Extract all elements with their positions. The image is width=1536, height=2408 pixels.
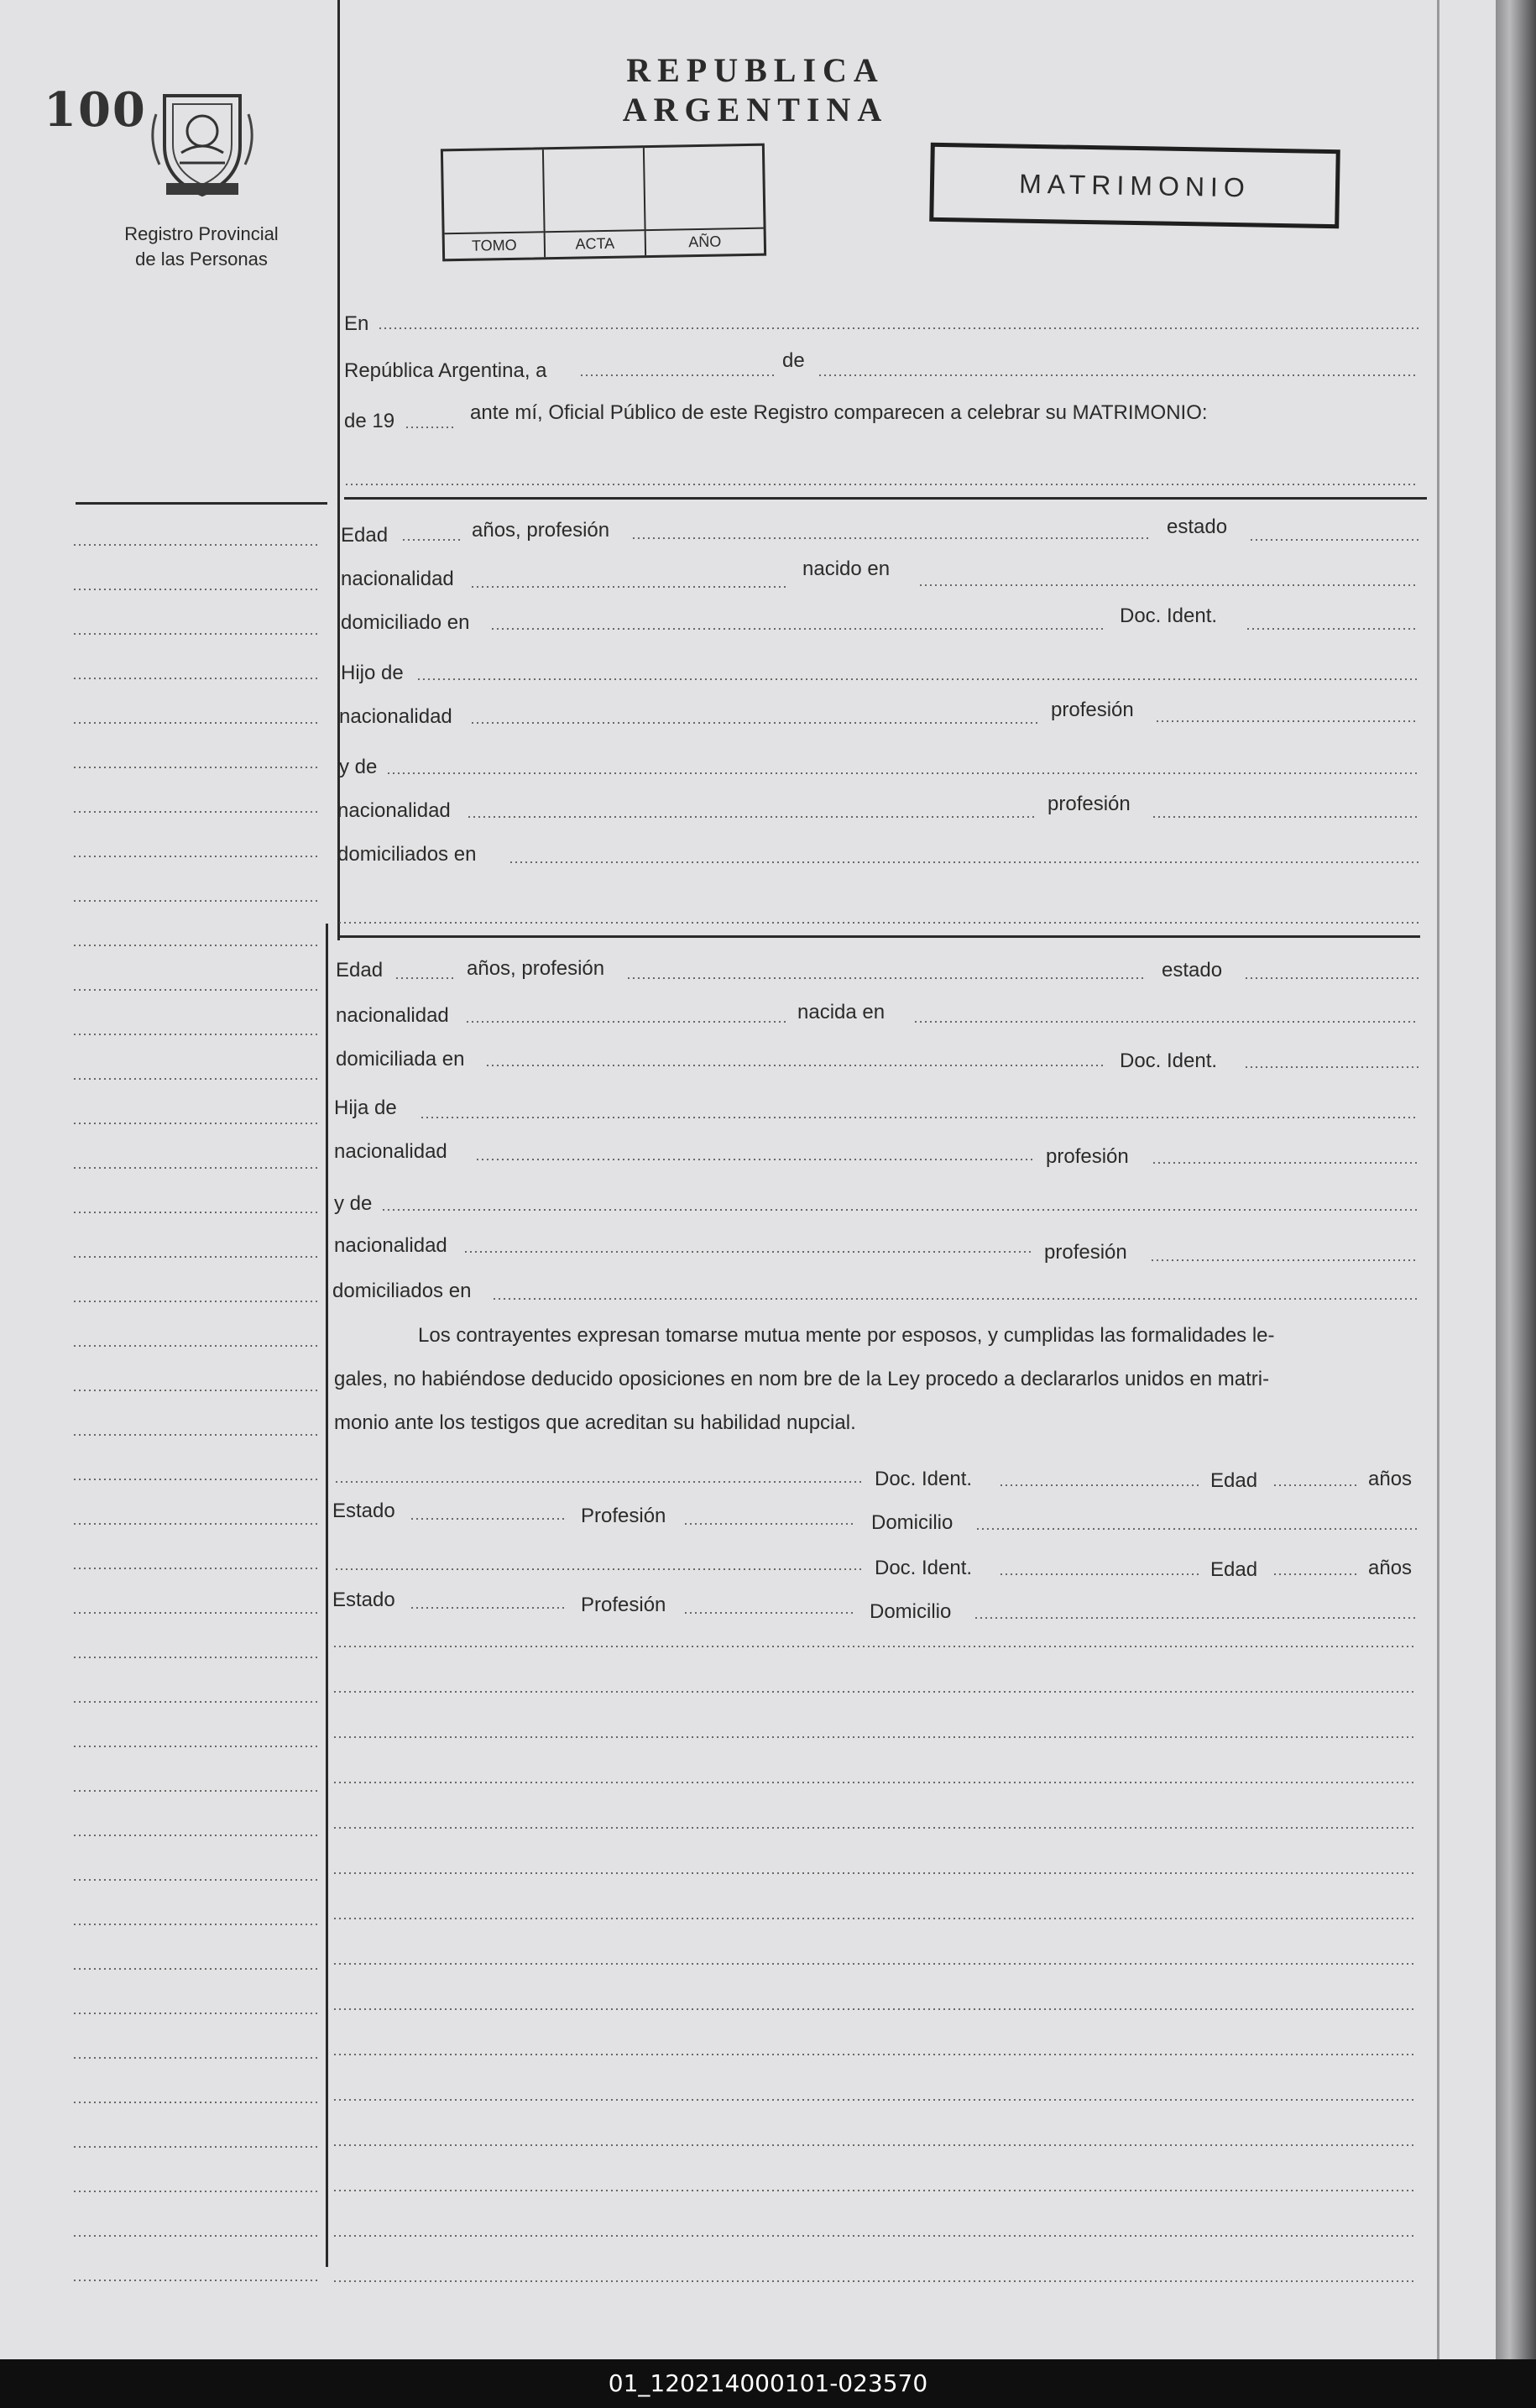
groom-mother-blank[interactable] xyxy=(386,772,1418,774)
groom-divider xyxy=(337,935,1420,938)
bride-hija-de: Hija de xyxy=(334,1097,397,1119)
bride-age-blank[interactable] xyxy=(394,977,455,979)
margin-line[interactable] xyxy=(72,1212,319,1213)
witness2-domicilio: Domicilio xyxy=(870,1600,952,1623)
witness2-edad: Edad xyxy=(1210,1558,1258,1581)
margin-line[interactable] xyxy=(72,989,319,991)
bride-father-profession-blank[interactable] xyxy=(1152,1162,1418,1164)
margin-line[interactable] xyxy=(72,589,319,590)
margin-line[interactable] xyxy=(72,1568,319,1569)
margin-divider xyxy=(76,502,327,505)
groom-father-blank[interactable] xyxy=(416,678,1418,680)
margin-line[interactable] xyxy=(72,1345,319,1347)
margin-line[interactable] xyxy=(72,1434,319,1436)
groom-doc-blank[interactable] xyxy=(1246,628,1418,630)
notes-line[interactable] xyxy=(332,1963,1417,1965)
margin-line[interactable] xyxy=(72,1167,319,1169)
provincial-seal-icon xyxy=(148,81,257,200)
bride-nacionalidad: nacionalidad xyxy=(336,1004,449,1027)
groom-y-de: y de xyxy=(339,756,378,778)
declaration-line-3: monio ante los testigos que acreditan su habilidad nupcial. xyxy=(334,1411,856,1434)
witness2-status-blank[interactable] xyxy=(410,1607,566,1609)
bride-address-blank[interactable] xyxy=(485,1065,1103,1066)
declaration-line-1: Los contrayentes expresan tomarse mutua mente por esposos, y cumplidas las formalidades le- xyxy=(418,1324,1275,1347)
margin-line[interactable] xyxy=(72,2191,319,2192)
margin-line[interactable] xyxy=(72,2235,319,2237)
margin-line[interactable] xyxy=(72,633,319,635)
margin-line[interactable] xyxy=(72,2146,319,2148)
margin-line[interactable] xyxy=(72,544,319,546)
witness2-estado: Estado xyxy=(332,1589,395,1611)
intro-comparecen: ante mí, Oficial Público de este Registro comparecen a celebrar su MATRIMONIO: xyxy=(470,401,1208,424)
tomo-cell xyxy=(443,149,546,259)
notes-line[interactable] xyxy=(332,1782,1417,1783)
groom-birthplace-blank[interactable] xyxy=(918,584,1418,586)
witness2-address-blank[interactable] xyxy=(974,1617,1418,1619)
witness2-doc-ident: Doc. Ident. xyxy=(875,1557,973,1579)
witness1-address-blank[interactable] xyxy=(975,1528,1418,1530)
witness1-edad: Edad xyxy=(1210,1469,1258,1492)
notes-line[interactable] xyxy=(332,2054,1417,2055)
groom-estado: estado xyxy=(1167,516,1228,538)
country-title: REPUBLICA ARGENTINA xyxy=(622,51,889,128)
witness2-doc-blank[interactable] xyxy=(999,1573,1200,1575)
bride-domiciliada-en: domiciliada en xyxy=(336,1048,465,1071)
acta-label: ACTA xyxy=(546,229,645,254)
notes-line[interactable] xyxy=(332,1646,1417,1647)
bride-doc-ident: Doc. Ident. xyxy=(1120,1050,1218,1072)
bride-estado: estado xyxy=(1162,959,1223,982)
witness1-profession-blank[interactable] xyxy=(683,1523,856,1525)
margin-line[interactable] xyxy=(72,767,319,768)
notes-line[interactable] xyxy=(332,1691,1417,1693)
intro-month-blank[interactable] xyxy=(818,374,1418,376)
page-number: 100 xyxy=(44,82,147,138)
margin-line[interactable] xyxy=(72,2102,319,2103)
bride-edad: Edad xyxy=(336,959,384,982)
bride-doc-blank[interactable] xyxy=(1244,1066,1418,1068)
witness1-anos: años xyxy=(1368,1468,1413,1490)
bride-mother-profession-blank[interactable] xyxy=(1150,1259,1418,1261)
notes-line[interactable] xyxy=(332,1918,1417,1919)
scan-label: 01_120214000101-023570 xyxy=(0,2359,1536,2408)
bride-nationality-blank[interactable] xyxy=(465,1021,786,1023)
book-spine xyxy=(1496,0,1536,2359)
groom-father-nationality-blank[interactable] xyxy=(470,722,1041,724)
witness1-estado: Estado xyxy=(332,1500,395,1522)
witness1-domicilio: Domicilio xyxy=(871,1511,953,1534)
office-line-2: de las Personas xyxy=(135,249,268,270)
margin-line[interactable] xyxy=(72,2013,319,2014)
bride-domiciliados-en: domiciliados en xyxy=(332,1280,472,1302)
groom-domiciliados-en: domiciliados en xyxy=(337,843,477,866)
notes-line[interactable] xyxy=(332,1872,1417,1874)
groom-nationality-blank[interactable] xyxy=(470,586,789,588)
record-type-box: MATRIMONIO xyxy=(929,143,1340,229)
margin-line[interactable] xyxy=(72,722,319,724)
groom-hijo-de: Hijo de xyxy=(341,662,404,684)
intro-year-blank[interactable] xyxy=(405,427,455,428)
intro-day-blank[interactable] xyxy=(579,374,774,376)
witness2-age-blank[interactable] xyxy=(1272,1573,1356,1575)
margin-line[interactable] xyxy=(72,1701,319,1703)
margin-line[interactable] xyxy=(72,2057,319,2059)
margin-line[interactable] xyxy=(72,2280,319,2281)
margin-line[interactable] xyxy=(72,1968,319,1970)
declaration-line-2: gales, no habiéndose deducido oposiciones en nom bre de la Ley procedo a declararlos unidos en matri- xyxy=(334,1368,1270,1390)
groom-mother-nationality-blank[interactable] xyxy=(467,816,1037,818)
margin-line[interactable] xyxy=(72,1924,319,1925)
margin-line[interactable] xyxy=(72,811,319,813)
intro-de: de xyxy=(782,349,805,372)
witness2-profesion: Profesión xyxy=(581,1594,666,1616)
intro-en: En xyxy=(344,312,369,335)
groom-anos-profesion: años, profesión xyxy=(472,519,610,542)
bride-father-blank[interactable] xyxy=(420,1117,1418,1118)
witness1-status-blank[interactable] xyxy=(410,1518,566,1520)
groom-address-blank[interactable] xyxy=(490,628,1105,630)
margin-line[interactable] xyxy=(72,1256,319,1258)
notes-line[interactable] xyxy=(332,2280,1417,2282)
intro-republica: República Argentina, a xyxy=(344,359,547,382)
notes-line[interactable] xyxy=(332,1736,1417,1738)
margin-line[interactable] xyxy=(72,1746,319,1747)
bride-father-nacionalidad: nacionalidad xyxy=(334,1140,447,1163)
register-reference-box xyxy=(441,144,766,262)
bride-father-nationality-blank[interactable] xyxy=(475,1159,1034,1160)
margin-line[interactable] xyxy=(72,945,319,946)
groom-mother-profesion: profesión xyxy=(1048,793,1131,815)
bride-y-de: y de xyxy=(334,1192,373,1215)
intro-extra-blank[interactable] xyxy=(344,484,1418,485)
margin-rule-lower xyxy=(326,924,328,2267)
groom-nacionalidad: nacionalidad xyxy=(341,568,454,590)
witness1-name-blank[interactable] xyxy=(334,1481,863,1483)
margin-line[interactable] xyxy=(72,900,319,902)
notes-line[interactable] xyxy=(332,2190,1417,2191)
groom-parents-address-blank[interactable] xyxy=(509,861,1418,863)
notes-line[interactable] xyxy=(332,1827,1417,1829)
bride-mother-profesion: profesión xyxy=(1044,1241,1127,1264)
witness1-doc-ident: Doc. Ident. xyxy=(875,1468,973,1490)
groom-mother-profession-blank[interactable] xyxy=(1152,816,1418,818)
margin-line[interactable] xyxy=(72,1390,319,1391)
margin-line[interactable] xyxy=(72,1612,319,1614)
groom-age-blank[interactable] xyxy=(401,539,460,541)
intro-place-blank[interactable] xyxy=(378,327,1418,329)
groom-extra-blank[interactable] xyxy=(337,922,1418,924)
right-edge-rule xyxy=(1437,0,1439,2359)
tomo-label: TOMO xyxy=(445,231,544,255)
ano-cell xyxy=(645,146,764,255)
margin-line[interactable] xyxy=(72,1879,319,1881)
margin-line[interactable] xyxy=(72,1790,319,1792)
acta-cell xyxy=(544,148,646,257)
bride-status-blank[interactable] xyxy=(1244,977,1418,979)
office-line-1: Registro Provincial xyxy=(124,223,279,244)
notes-line[interactable] xyxy=(332,2099,1417,2101)
bride-mother-nationality-blank[interactable] xyxy=(463,1251,1034,1253)
groom-status-blank[interactable] xyxy=(1249,539,1418,541)
margin-line[interactable] xyxy=(72,856,319,857)
notes-line[interactable] xyxy=(332,2008,1417,2010)
groom-nacido-en: nacido en xyxy=(802,558,891,580)
margin-line[interactable] xyxy=(72,1034,319,1035)
groom-profession-blank[interactable] xyxy=(631,537,1152,539)
bride-nacida-en: nacida en xyxy=(797,1001,886,1023)
margin-line[interactable] xyxy=(72,1123,319,1124)
margin-line[interactable] xyxy=(72,1523,319,1525)
witness2-profession-blank[interactable] xyxy=(683,1612,856,1614)
bride-profession-blank[interactable] xyxy=(626,977,1147,979)
margin-line[interactable] xyxy=(72,1078,319,1080)
groom-doc-ident: Doc. Ident. xyxy=(1120,605,1218,627)
bride-anos-profesion: años, profesión xyxy=(467,957,605,980)
witness1-profesion: Profesión xyxy=(581,1505,666,1527)
witness1-age-blank[interactable] xyxy=(1272,1484,1356,1486)
notes-line[interactable] xyxy=(332,2235,1417,2237)
witness2-anos: años xyxy=(1368,1557,1413,1579)
bride-parents-address-blank[interactable] xyxy=(492,1298,1418,1300)
bride-birthplace-blank[interactable] xyxy=(913,1021,1418,1023)
margin-line[interactable] xyxy=(72,1657,319,1658)
margin-line[interactable] xyxy=(72,1835,319,1836)
witness2-name-blank[interactable] xyxy=(334,1568,863,1570)
groom-father-profession-blank[interactable] xyxy=(1155,720,1418,722)
groom-domiciliado-en: domiciliado en xyxy=(341,611,470,634)
groom-mother-nacionalidad: nacionalidad xyxy=(337,799,451,822)
notes-line[interactable] xyxy=(332,2144,1417,2146)
bride-mother-nacionalidad: nacionalidad xyxy=(334,1234,447,1257)
groom-edad: Edad xyxy=(341,524,389,547)
registry-office-name xyxy=(101,222,302,272)
margin-line[interactable] xyxy=(72,678,319,679)
bride-father-profesion: profesión xyxy=(1046,1145,1129,1168)
margin-line[interactable] xyxy=(72,1479,319,1480)
ano-label: AÑO xyxy=(646,228,764,252)
witness1-doc-blank[interactable] xyxy=(999,1484,1200,1486)
margin-line[interactable] xyxy=(72,1301,319,1302)
bride-mother-blank[interactable] xyxy=(381,1209,1418,1211)
groom-father-profesion: profesión xyxy=(1051,699,1134,721)
intro-divider xyxy=(344,497,1427,500)
groom-father-nacionalidad: nacionalidad xyxy=(339,705,452,728)
intro-de19: de 19 xyxy=(344,410,395,432)
